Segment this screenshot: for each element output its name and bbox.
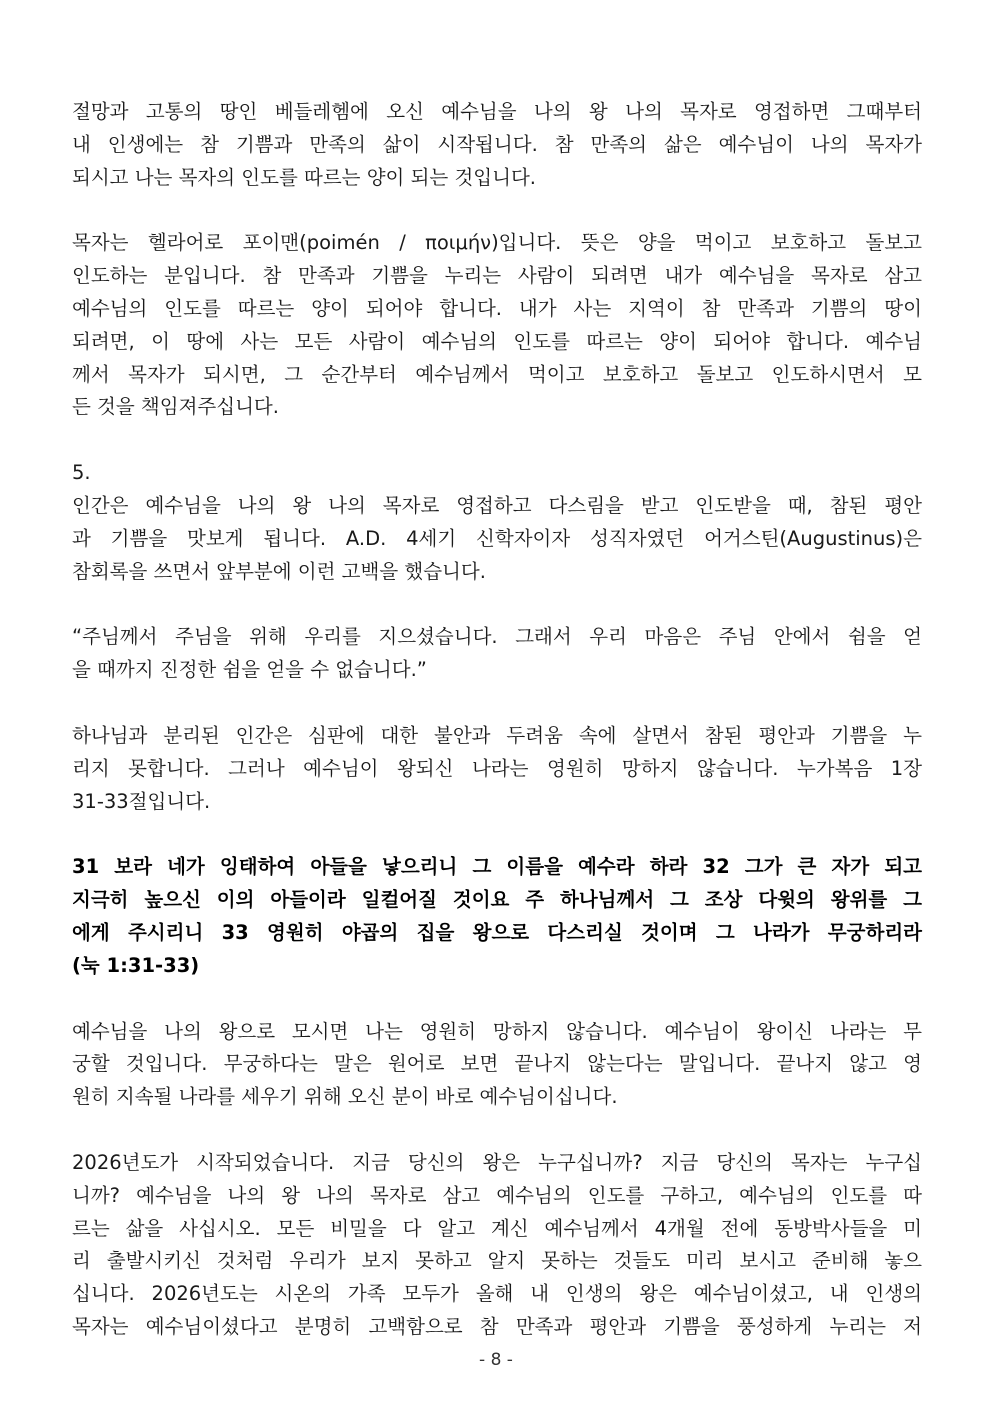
text-line: 참회록을 쓰면서 앞부분에 이런 고백을 했습니다. [72,559,486,583]
text-line: 인간은 예수님을 나의 왕 나의 목자로 영접하고 다스림을 받고 인도받을 때, 참된 평안 [72,493,922,517]
text-line: 인도하는 분입니다. 참 만족과 기쁨을 누리는 사람이 되려면 내가 예수님을 목자로 삼고 [72,264,922,288]
paragraph [72,96,922,194]
text-line: 을 때까지 진정한 쉼을 얻을 수 없습니다.” [72,658,427,682]
text-line: (눅 1:31-33) [72,953,200,977]
paragraph-gap [72,818,922,851]
text-line: 리 출발시키신 것처럼 우리가 보지 못하고 알지 못하는 것들도 미리 보시고 준비해 놓으 [72,1249,922,1273]
paragraph [72,720,922,818]
text-line: 되려면, 이 땅에 사는 모든 사람이 예수님의 인도를 따르는 양이 되어야 합니다. 예수님 [72,329,922,353]
text-line: 절망과 고통의 땅인 베들레헴에 오신 예수님을 나의 왕 나의 목자로 영접하면 그때부터 [72,100,922,123]
paragraph [72,1147,922,1344]
text-line: 십니다. 2026년도는 시온의 가족 모두가 올해 내 인생의 왕은 예수님이셨고, 내 인생의 [72,1282,922,1306]
text-line: 예수님을 나의 왕으로 모시면 나는 영원히 망하지 않습니다. 예수님이 왕이신 나라는 무 [72,1019,922,1043]
text-line: 지극히 높으신 이의 아들이라 일컬어질 것이요 주 하나님께서 그 조상 다윗의 왕위를 그 [72,888,922,912]
text-line: 31-33절입니다. [72,789,211,813]
paragraph [72,1016,922,1114]
paragraph-gap [72,983,922,1016]
text-line: 에게 주시리니 33 영원히 야곱의 집을 왕으로 다스리실 것이며 그 나라가 무궁하리라 [72,920,922,944]
text-line: 5. [72,461,91,485]
text-line: “주님께서 주님을 위해 우리를 지으셨습니다. 그래서 우리 마음은 주님 안에서 쉼을 얻 [72,625,922,649]
paragraph-gap [72,194,922,227]
text-line: 2026년도가 시작되었습니다. 지금 당신의 왕은 누구십니까? 지금 당신의 목자는 누구십 [72,1150,922,1174]
paragraph-gap [72,687,922,720]
text-line: 리지 못합니다. 그러나 예수님이 왕되신 나라는 영원히 망하지 않습니다. 누가복음 1장 [72,756,922,780]
text-line: 하나님과 분리된 인간은 심판에 대한 불안과 두려움 속에 살면서 참된 평안과 기쁨을 누 [72,723,922,747]
paragraph [72,227,922,424]
text-line: 내 인생에는 참 기쁨과 만족의 삶이 시작됩니다. 참 만족의 삶은 예수님이 나의 목자가 [72,132,922,156]
paragraph-gap [72,588,922,621]
paragraph-gap [72,1114,922,1147]
document-body [72,96,922,1344]
text-line: 원히 지속될 나라를 세우기 위해 오신 분이 바로 예수님이십니다. [72,1085,618,1109]
text-line: 목자는 예수님이셨다고 분명히 고백함으로 참 만족과 평안과 기쁨을 풍성하게 누리는 저 [72,1314,922,1338]
text-line: 31 보라 네가 잉태하여 아들을 낳으리니 그 이름을 예수라 하라 32 그가 큰 자가 되고 [72,855,922,879]
page-number: - 8 - [479,1350,513,1370]
text-line: 되시고 나는 목자의 인도를 따르는 양이 되는 것입니다. [72,165,537,189]
scripture-quote [72,851,922,982]
text-line: 목자는 헬라어로 포이맨(poimén / ποιμήν)입니다. 뜻은 양을 먹이고 보호하고 돌보고 [72,231,922,255]
text-line: 예수님의 인도를 따르는 양이 되어야 합니다. 내가 사는 지역이 참 만족과 기쁨의 땅이 [72,296,922,320]
text-line: 르는 삶을 사십시오. 모든 비밀을 다 알고 계신 예수님께서 4개월 전에 동방박사들을 미 [72,1216,922,1240]
text-line: 께서 목자가 되시면, 그 순간부터 예수님께서 먹이고 보호하고 돌보고 인도하시면서 모 [72,362,922,386]
text-line: 든 것을 책임져주십니다. [72,395,279,419]
paragraph-gap [72,424,922,457]
paragraph [72,457,922,588]
text-line: 궁할 것입니다. 무궁하다는 말은 원어로 보면 끝나지 않는다는 말입니다. 끝나지 않고 영 [72,1052,922,1076]
text-line: 니까? 예수님을 나의 왕 나의 목자로 삼고 예수님의 인도를 구하고, 예수님의 인도를 따 [72,1183,922,1207]
paragraph [72,621,922,687]
text-line: 과 기쁨을 맛보게 됩니다. A.D. 4세기 신학자이자 성직자였던 어거스틴(Augustinus)은 [72,526,922,550]
